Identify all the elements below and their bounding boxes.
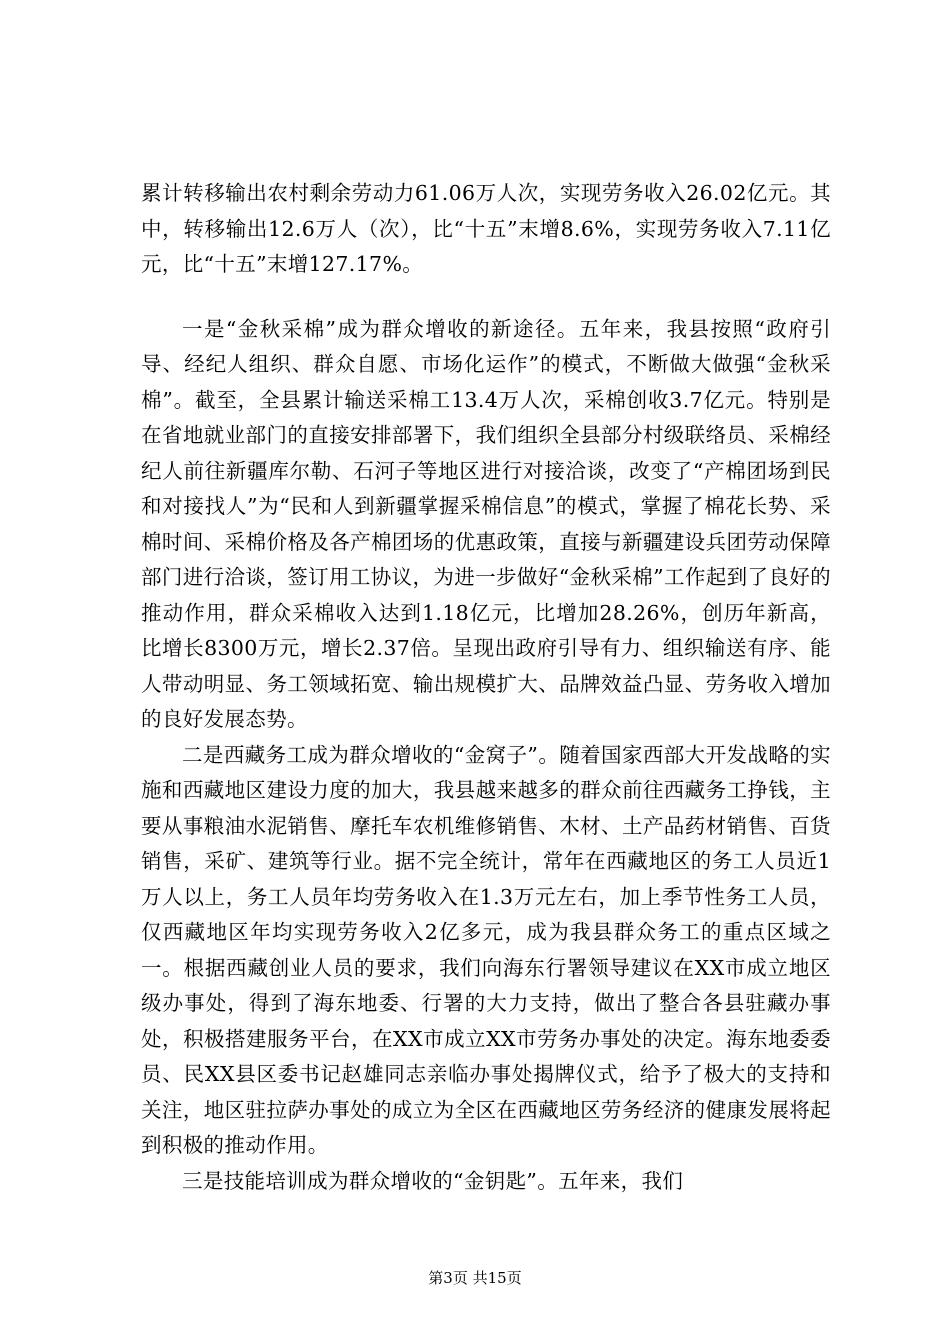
page-number-footer: 第3页 共15页 <box>428 1269 522 1287</box>
document-body <box>141 176 831 1199</box>
paragraph-tibet-work: 二是西藏务工成为群众增收的“金窝子”。随着国家西部大开发战略的实施和西藏地区建设力度的加大，我县越来越多的群众前往西藏务工挣钱，主要从事粮油水泥销售、摩托车农机维修销售、木材、土产品药材销售、百货销售，采矿、建筑等行业。据不完全统计，常年在西藏地区的务工人员近1万人以上，务工人员年均劳务收入在1.3万元左右，加上季节性务工人员，仅西藏地区年均实现劳务收入2亿多元，成为我县群众务工的重点区域之一。根据西藏创业人员的要求，我们向海东行署领导建议在XX市成立地区级办事处，得到了海东地委、行署的大力支持，做出了整合各县驻藏办事处，积极搭建服务平台，在XX市成立XX市劳务办事处的决定。海东地委委员、民XX县区委书记赵雄同志亲临办事处揭牌仪式，给予了极大的支持和关注，地区驻拉萨办事处的成立为全区在西藏地区劳务经济的健康发展将起到积极的推动作用。 <box>141 742 831 1157</box>
paragraph-skills-training: 三是技能培训成为群众增收的“金钥匙”。五年来，我们 <box>182 1168 684 1193</box>
paragraph-cotton-picking: 一是“金秋采棉”成为群众增收的新途径。五年来，我县按照“政府引导、经纪人组织、群众自愿、市场化运作”的模式，不断做大做强“金秋采棉”。截至，全县累计输送采棉工13.4万人次，采棉创收3.7亿元。特别是在省地就业部门的直接安排部署下，我们组织全县部分村级联络员、采棉经纪人前往新疆库尔勒、石河子等地区进行对接洽谈，改变了“产棉团场到民和对接找人”为“民和人到新疆掌握采棉信息”的模式，掌握了棉花长势、采棉时间、采棉价格及各产棉团场的优惠政策，直接与新疆建设兵团劳动保障部门进行洽谈，签订用工协议，为进一步做好“金秋采棉”工作起到了良好的推动作用，群众采棉收入达到1.18亿元，比增加28.26%，创历年新高，比增长8300万元，增长2.37倍。呈现出政府引导有力、组织输送有序、能人带动明显、务工领域拓宽、输出规模扩大、品牌效益凸显、劳务收入增加的良好发展态势。 <box>141 316 831 731</box>
paragraph-labor-summary: 累计转移输出农村剩余劳动力61.06万人次，实现劳务收入26.02亿元。其中，转移输出12.6万人（次），比“十五”末增8.6%，实现劳务收入7.11亿元，比“十五”末增127.17%。 <box>141 181 831 276</box>
